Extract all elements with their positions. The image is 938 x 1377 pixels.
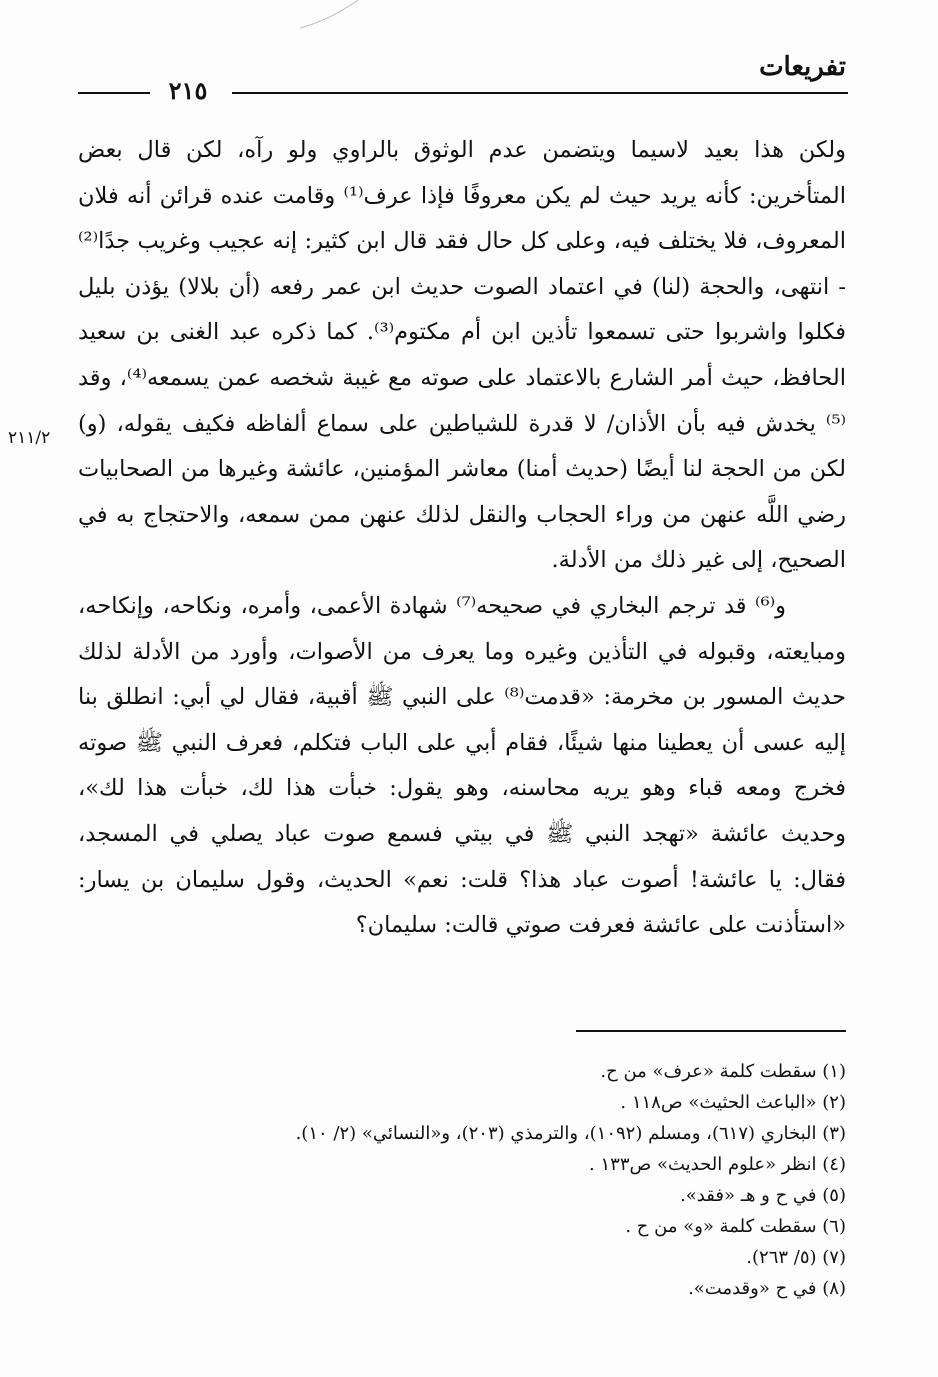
paragraph-1: ولكن هذا بعيد لاسيما ويتضمن عدم الوثوق بالراوي ولو رآه، لكن قال بعض المتأخرين: كأنه يريد حيث لم يكن معروفًا فإذا عرف⁽¹⁾ وقامت عنده قرائن أنه فلان المعروف، فلا يختلف فيه، وعلى كل حال فقد قال ابن كثير: إنه عجيب وغريب جدًا⁽²⁾ - انتهى، والحجة (لنا) في اعتماد الصوت حديث ابن عمر رفعه (أن بلالا) يؤذن بليل فكلوا واشربوا حتى تسمعوا تأذين ابن أم مكتوم⁽³⁾. كما ذكره عبد الغنى بن سعيد الحافظ، حيث أمر الشارع بالاعتماد على صوته مع غيبة شخصه عمن يسمعه⁽⁴⁾، وقد ⁽⁵⁾ يخدش فيه بأن الأذان/ لا قدرة للشياطين على سماع ألفاظه فكيف يقوله، (و) لكن من الحجة لنا أيضًا (حديث أمنا) معاشر المؤمنين، عائشة وغيرها من الصحابيات رضي اللَّه عنهن من وراء الحجاب والنقل لذلك عنهن ممن سمعه، والاحتجاج به في الصحيح، إلى غير ذلك من الأدلة. [78,137,847,574]
page-number: ٢١٥ [168,76,208,105]
footnote-4: (٤) انظر «علوم الحديث» ص١٣٣ . [589,1154,846,1175]
running-header-title: تفريعات [759,52,846,82]
footnote-5: (٥) في ح و هـ «فقد». [680,1185,846,1206]
footnote-1: (١) سقطت كلمة «عرف» من ح. [600,1061,846,1082]
header-rule [232,92,848,94]
paragraph-2: و⁽⁶⁾ قد ترجم البخاري في صحيحه⁽⁷⁾ شهادة الأعمى، وأمره، ونكاحه، وإنكاحه، ومبايعته، وقبوله في التأذين وغيره وما يعرف من الأصوات، وأورد من الأدلة لذلك حديث المسور بن مخرمة: «قدمت⁽⁸⁾ على النبي ﷺ أقبية، فقال لي أبي: انطلق بنا إليه عسى أن يعطينا منها شيئًا، فقام أبي على الباب فتكلم، فعرف النبي ﷺ صوته فخرج ومعه قباء وهو يريه محاسنه، وهو يقول: خبأت هذا لك، خبأت هذا لك»، وحديث عائشة «تهجد النبي ﷺ في بيتي فسمع صوت عباد يصلي في المسجد، فقال: يا عائشة! أصوت عباد هذا؟ قلت: نعم» الحديث، وقول سليمان بن يسار: «استأذنت على عائشة فعرفت صوتي قالت: سليمان؟ [78,592,846,939]
footnote-6: (٦) سقطت كلمة «و» من ح . [625,1216,846,1237]
footnote-separator [576,1030,846,1032]
scan-mark [300,0,360,30]
main-text [78,128,846,949]
footnote-2: (٢) «الباعث الحثيث» ص١١٨ . [620,1092,846,1113]
footnote-7: (٧) (٥/ ٢٦٣). [746,1247,846,1268]
margin-reference: ٢١١/٢ [8,428,51,448]
footnote-8: (٨) في ح «وقدمت». [688,1278,846,1299]
header-rule-short [78,92,150,94]
footnotes [78,1056,846,1304]
footnote-3: (٣) البخاري (٦١٧)، ومسلم (١٠٩٢)، والترمذي (٢٠٣)، و«النسائي» (٢/ ١٠). [295,1123,846,1144]
